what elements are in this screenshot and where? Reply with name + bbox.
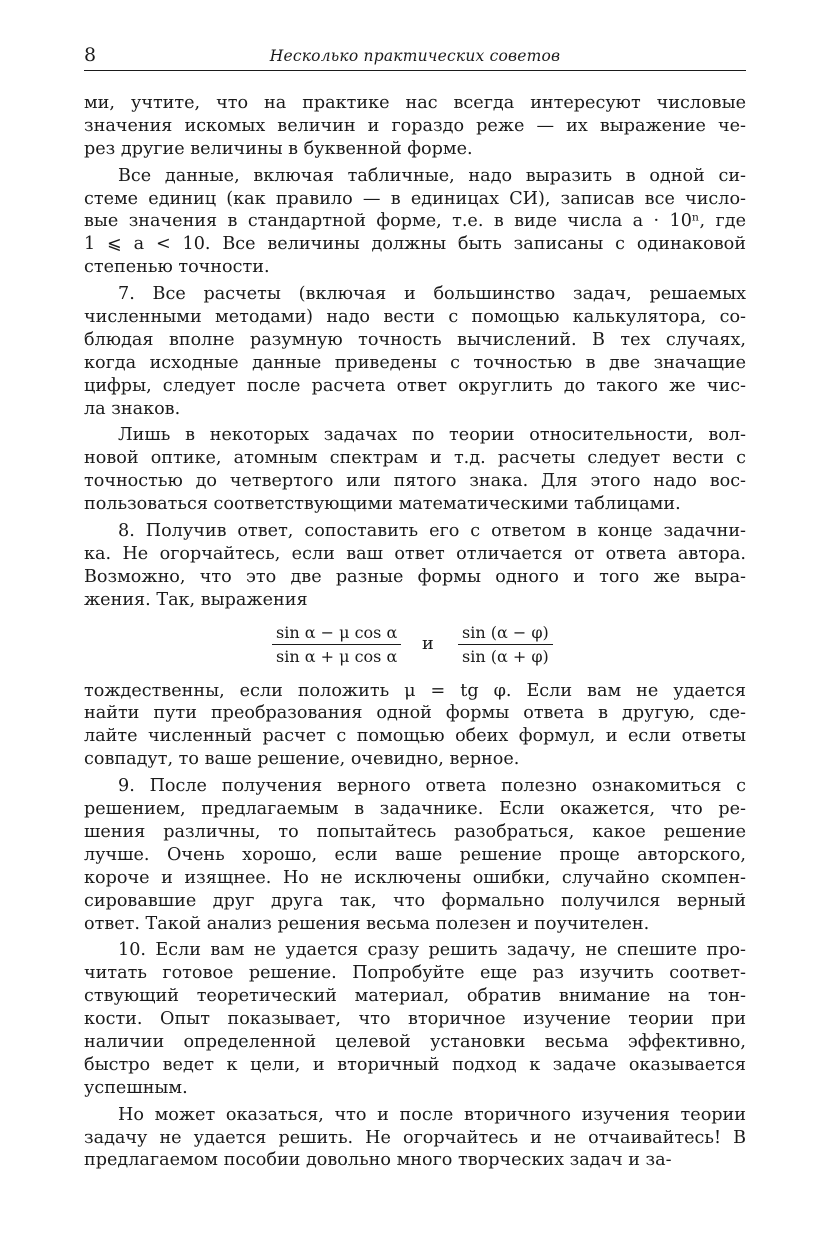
- text-line: 9. После получения верного ответа полезно ознакомиться с: [118, 776, 746, 797]
- text-line: тождественны, если положить μ = tg φ. Если вам не удается: [84, 680, 746, 701]
- formula-connector: и: [422, 633, 434, 654]
- text-line: когда исходные данные приведены с точностью в две значащие: [84, 352, 746, 373]
- text-line: новой оптике, атомным спектрам и т.д. расчеты следует вести с: [84, 448, 746, 469]
- text-line: блюдая вполне разумную точность вычислений. В тех случаях,: [84, 329, 746, 350]
- paragraph-item-10: [84, 939, 746, 1103]
- fraction-right: [458, 623, 553, 666]
- text-line: предлагаемом пособии довольно много творческих задач и за-: [84, 1150, 672, 1171]
- page-number: 8: [84, 44, 97, 66]
- text-line: 7. Все расчеты (включая и большинство задач, решаемых: [118, 284, 746, 305]
- book-page: [84, 0, 746, 1240]
- text-line: быстро ведет к цели, и вторичный подход к задаче оказывается: [84, 1054, 746, 1075]
- paragraph-precision: [84, 424, 746, 520]
- text-line: 8. Получив ответ, сопоставить его с ответом в конце задачни-: [118, 521, 746, 542]
- text-line: ла знаков.: [84, 398, 181, 419]
- paragraph-item-9: [84, 775, 746, 939]
- paragraph-item-8: [84, 520, 746, 616]
- text-line: Все данные, включая табличные, надо выразить в одной си-: [118, 165, 746, 186]
- body-text: [84, 92, 746, 1176]
- text-line: вые значения в стандартной форме, т.е. в виде числа a · 10ⁿ, где: [84, 211, 746, 232]
- text-line: кости. Опыт показывает, что вторичное изучение теории при: [84, 1009, 746, 1030]
- text-line: пользоваться соответствующими математическими таблицами.: [84, 494, 681, 515]
- paragraph-units: [84, 165, 746, 283]
- text-line: решением, предлагаемым в задачнике. Если окажется, что ре-: [84, 799, 746, 820]
- text-line: ствующий теоретический материал, обратив внимание на тон-: [84, 986, 746, 1007]
- text-line: лайте численный расчет с помощью обеих формул, и если ответы: [84, 726, 746, 747]
- text-line: совпадут, то ваше решение, очевидно, верное.: [84, 749, 520, 770]
- text-line: 1 ⩽ a < 10. Все величины должны быть записаны с одинаковой: [84, 234, 746, 255]
- fraction-left: [272, 623, 401, 666]
- text-line: ответ. Такой анализ решения весьма полезен и поучителен.: [84, 913, 650, 934]
- text-line: значения искомых величин и гораздо реже — их выражение че-: [84, 115, 746, 136]
- paragraph-identity: [84, 680, 746, 776]
- text-line: Возможно, что это две разные формы одного и того же выра-: [84, 566, 746, 587]
- text-line: Но может оказаться, что и после вторичного изучения теории: [118, 1104, 746, 1125]
- text-line: ка. Не огорчайтесь, если ваш ответ отличается от ответа автора.: [84, 543, 746, 564]
- text-line: стеме единиц (как правило — в единицах СИ), записав все число-: [84, 188, 746, 209]
- fraction-left-denominator: sin α + μ cos α: [272, 644, 401, 666]
- text-line: численными методами) надо вести с помощью калькулятора, со-: [84, 307, 746, 328]
- page-header: [84, 44, 746, 71]
- text-line: успешным.: [84, 1077, 188, 1098]
- text-line: короче и изящнее. Но не исключены ошибки, случайно скомпен-: [84, 867, 746, 888]
- text-line: лучше. Очень хорошо, если ваше решение проще авторского,: [84, 844, 746, 865]
- running-title: Несколько практических советов: [269, 47, 561, 65]
- fraction-right-numerator: sin (α − φ): [462, 622, 549, 642]
- text-line: ми, учтите, что на практике нас всегда интересуют числовые: [84, 93, 746, 113]
- text-line: 10. Если вам не удается сразу решить задачу, не спешите про-: [118, 940, 746, 961]
- fraction-left-numerator: sin α − μ cos α: [276, 622, 398, 642]
- paragraph-closing: [84, 1104, 746, 1177]
- text-line: рез другие величины в буквенной форме.: [84, 138, 473, 159]
- fraction-right-denominator: sin (α + φ): [458, 644, 553, 666]
- text-line: точностью до четвертого или пятого знака. Для этого надо вос-: [84, 471, 746, 492]
- paragraph-item-7: [84, 283, 746, 424]
- text-line: читать готовое решение. Попробуйте еще раз изучить соответ-: [84, 963, 746, 984]
- formula-block: [84, 617, 746, 675]
- text-line: наличии определенной целевой установки весьма эффективно,: [84, 1031, 746, 1052]
- text-line: сировавшие друг друга так, что формально получился верный: [84, 890, 746, 911]
- text-line: шения различны, то попытайтесь разобраться, какое решение: [84, 821, 746, 842]
- text-line: задачу не удается решить. Не огорчайтесь и не отчаивайтесь! В: [84, 1127, 746, 1148]
- text-line: жения. Так, выражения: [84, 589, 308, 610]
- paragraph-continuation: [84, 92, 746, 165]
- text-line: найти пути преобразования одной формы ответа в другую, сде-: [84, 703, 746, 724]
- text-line: Лишь в некоторых задачах по теории относительности, вол-: [118, 425, 746, 446]
- text-line: цифры, следует после расчета ответ округлить до такого же чис-: [84, 375, 746, 396]
- text-line: степенью точности.: [84, 257, 270, 278]
